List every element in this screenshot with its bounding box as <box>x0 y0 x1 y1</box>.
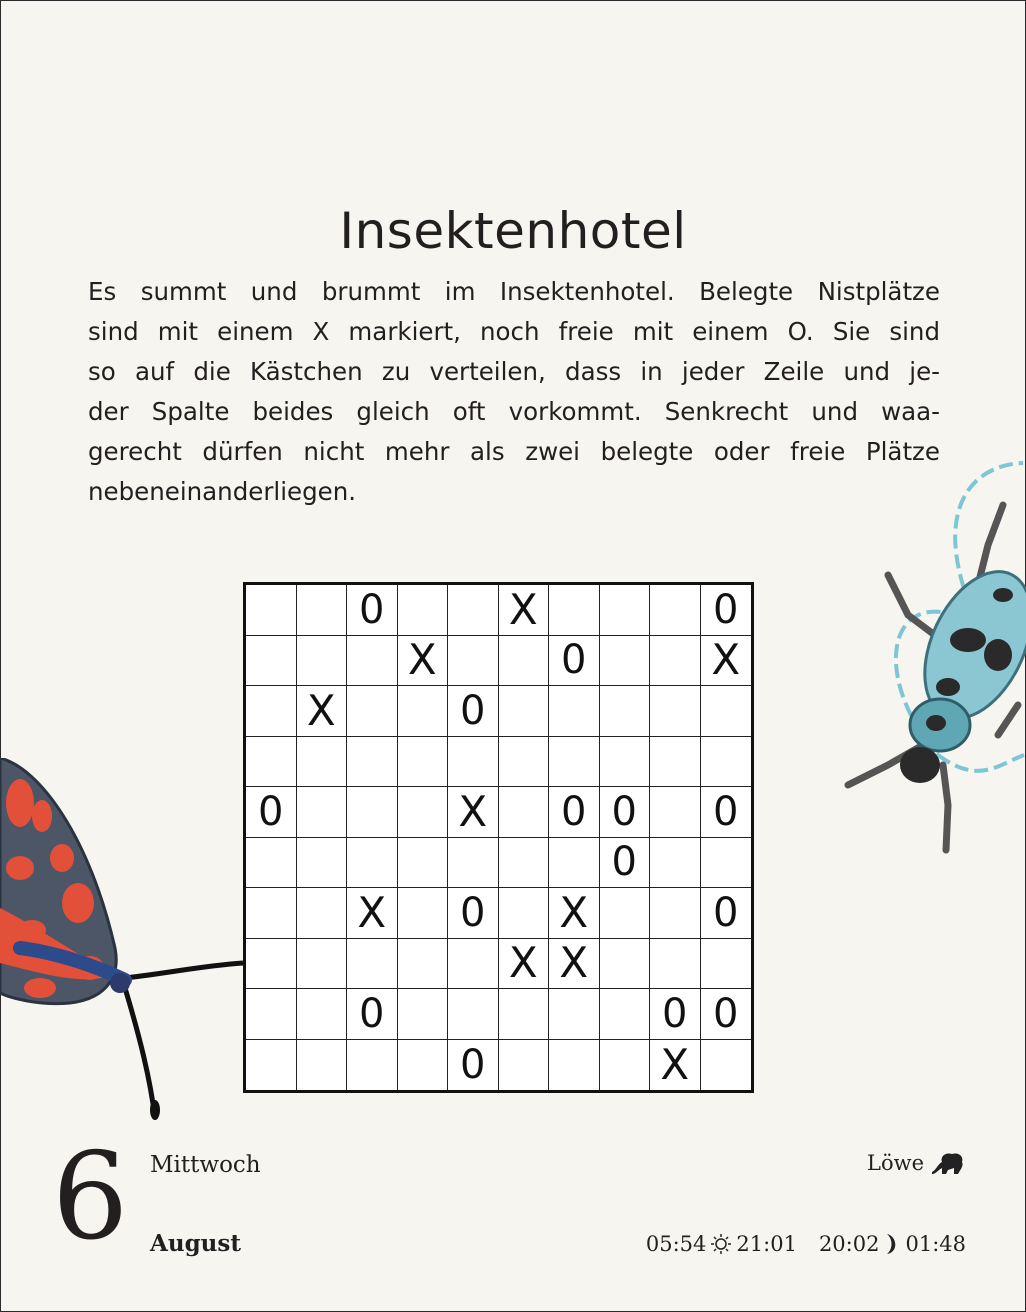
puzzle-cell[interactable] <box>398 989 449 1040</box>
puzzle-cell[interactable] <box>297 838 348 889</box>
puzzle-cell[interactable] <box>650 939 701 990</box>
puzzle-cell[interactable] <box>701 737 752 788</box>
puzzle-cell[interactable] <box>701 838 752 889</box>
puzzle-cell[interactable] <box>650 787 701 838</box>
puzzle-cell[interactable]: X <box>549 939 600 990</box>
puzzle-cell[interactable] <box>549 1040 600 1091</box>
beetle-illustration <box>828 455 1026 865</box>
calendar-weekday: Mittwoch <box>150 1152 261 1178</box>
puzzle-cell[interactable]: 0 <box>701 787 752 838</box>
puzzle-cell[interactable] <box>246 838 297 889</box>
puzzle-cell[interactable] <box>600 888 651 939</box>
puzzle-cell[interactable] <box>650 737 701 788</box>
puzzle-cell[interactable]: 0 <box>701 989 752 1040</box>
puzzle-cell[interactable]: 0 <box>549 787 600 838</box>
puzzle-cell[interactable]: 0 <box>347 989 398 1040</box>
puzzle-cell[interactable] <box>549 686 600 737</box>
puzzle-cell[interactable] <box>398 888 449 939</box>
puzzle-cell[interactable] <box>499 686 550 737</box>
puzzle-cell[interactable] <box>398 585 449 636</box>
puzzle-cell[interactable] <box>297 1040 348 1091</box>
puzzle-cell[interactable]: 0 <box>448 888 499 939</box>
puzzle-cell[interactable] <box>701 1040 752 1091</box>
puzzle-cell[interactable] <box>499 737 550 788</box>
puzzle-cell[interactable] <box>549 838 600 889</box>
puzzle-cell[interactable] <box>347 636 398 687</box>
sunset-time: 21:01 <box>736 1232 797 1256</box>
moth-illustration <box>0 758 245 1123</box>
puzzle-title: Insektenhotel <box>339 201 687 260</box>
zodiac-sign <box>867 1150 966 1176</box>
puzzle-cell[interactable]: X <box>297 686 348 737</box>
puzzle-cell[interactable] <box>701 939 752 990</box>
puzzle-cell[interactable] <box>499 636 550 687</box>
puzzle-cell[interactable] <box>600 737 651 788</box>
puzzle-cell[interactable]: X <box>549 888 600 939</box>
puzzle-cell[interactable] <box>448 989 499 1040</box>
puzzle-cell[interactable] <box>347 1040 398 1091</box>
puzzle-cell[interactable]: X <box>499 939 550 990</box>
puzzle-cell[interactable] <box>246 989 297 1040</box>
puzzle-cell[interactable]: X <box>347 888 398 939</box>
puzzle-cell[interactable] <box>347 686 398 737</box>
puzzle-cell[interactable] <box>650 888 701 939</box>
puzzle-cell[interactable] <box>297 888 348 939</box>
puzzle-cell[interactable] <box>448 838 499 889</box>
puzzle-cell[interactable] <box>499 1040 550 1091</box>
calendar-month: August <box>150 1230 241 1257</box>
puzzle-cell[interactable] <box>650 838 701 889</box>
puzzle-instructions <box>88 272 940 512</box>
puzzle-cell[interactable] <box>600 686 651 737</box>
puzzle-cell[interactable] <box>398 838 449 889</box>
puzzle-grid <box>243 582 754 1093</box>
instruction-line: Es summt und brummt im Insektenhotel. Belegte Nistplätze <box>88 277 940 306</box>
puzzle-cell[interactable]: X <box>398 636 449 687</box>
sun-moon-times <box>646 1232 966 1256</box>
puzzle-cell[interactable] <box>600 585 651 636</box>
puzzle-cell[interactable]: X <box>448 787 499 838</box>
sun-icon <box>710 1233 732 1255</box>
puzzle-cell[interactable] <box>549 737 600 788</box>
puzzle-cell[interactable]: 0 <box>650 989 701 1040</box>
puzzle-cell[interactable] <box>246 636 297 687</box>
puzzle-cell[interactable]: X <box>499 585 550 636</box>
puzzle-cell[interactable] <box>398 1040 449 1091</box>
instruction-line: sind mit einem X markiert, noch freie mit einem O. Sie sind <box>88 317 940 346</box>
puzzle-cell[interactable] <box>600 1040 651 1091</box>
moonrise-time: 20:02 <box>818 1232 880 1256</box>
puzzle-cell[interactable] <box>499 888 550 939</box>
puzzle-cell[interactable] <box>448 585 499 636</box>
puzzle-cell[interactable]: 0 <box>701 888 752 939</box>
instruction-line: so auf die Kästchen zu verteilen, dass in jeder Zeile und je- <box>88 357 940 386</box>
instruction-line: der Spalte beides gleich oft vorkommt. Senkrecht und waa- <box>88 397 940 426</box>
puzzle-cell[interactable] <box>398 737 449 788</box>
instruction-line: gerecht dürfen nicht mehr als zwei belegte oder freie Plätze <box>88 437 940 466</box>
puzzle-cell[interactable] <box>448 737 499 788</box>
puzzle-cell[interactable] <box>448 939 499 990</box>
puzzle-cell[interactable] <box>246 939 297 990</box>
puzzle-cell[interactable]: 0 <box>448 1040 499 1091</box>
puzzle-cell[interactable] <box>600 939 651 990</box>
puzzle-cell[interactable] <box>347 737 398 788</box>
puzzle-cell[interactable] <box>297 737 348 788</box>
zodiac-label: Löwe <box>867 1151 924 1175</box>
puzzle-cell[interactable]: X <box>701 636 752 687</box>
puzzle-cell[interactable] <box>398 686 449 737</box>
puzzle-cell[interactable] <box>549 989 600 1040</box>
puzzle-cell[interactable] <box>701 686 752 737</box>
puzzle-cell[interactable] <box>549 585 600 636</box>
instruction-line: nebeneinanderliegen. <box>88 477 357 506</box>
puzzle-cell[interactable] <box>246 888 297 939</box>
calendar-day-number: 6 <box>52 1128 129 1267</box>
puzzle-cell[interactable] <box>600 989 651 1040</box>
puzzle-cell[interactable] <box>650 686 701 737</box>
puzzle-cell[interactable] <box>297 636 348 687</box>
puzzle-cell[interactable]: X <box>650 1040 701 1091</box>
puzzle-cell[interactable] <box>246 737 297 788</box>
puzzle-cell[interactable]: 0 <box>549 636 600 687</box>
puzzle-cell[interactable] <box>650 636 701 687</box>
puzzle-cell[interactable] <box>297 939 348 990</box>
puzzle-cell[interactable] <box>448 636 499 687</box>
puzzle-cell[interactable]: 0 <box>246 787 297 838</box>
puzzle-cell[interactable] <box>499 838 550 889</box>
lion-icon <box>930 1150 966 1176</box>
puzzle-cell[interactable] <box>347 939 398 990</box>
puzzle-cell[interactable] <box>297 787 348 838</box>
puzzle-cell[interactable]: 0 <box>600 838 651 889</box>
puzzle-cell[interactable] <box>499 989 550 1040</box>
puzzle-cell[interactable] <box>650 585 701 636</box>
puzzle-cell[interactable]: 0 <box>448 686 499 737</box>
puzzle-cell[interactable] <box>246 686 297 737</box>
crescent-moon-icon <box>883 1233 901 1255</box>
puzzle-cell[interactable] <box>398 939 449 990</box>
sunrise-time: 05:54 <box>645 1232 707 1256</box>
puzzle-cell[interactable] <box>297 585 348 636</box>
puzzle-cell[interactable] <box>246 585 297 636</box>
puzzle-cell[interactable]: 0 <box>600 787 651 838</box>
puzzle-cell[interactable] <box>499 787 550 838</box>
moonset-time: 01:48 <box>905 1232 966 1256</box>
puzzle-cell[interactable]: 0 <box>347 585 398 636</box>
puzzle-cell[interactable] <box>297 989 348 1040</box>
puzzle-cell[interactable] <box>347 838 398 889</box>
puzzle-cell[interactable] <box>347 787 398 838</box>
puzzle-cell[interactable] <box>600 636 651 687</box>
puzzle-cell[interactable] <box>246 1040 297 1091</box>
puzzle-cell[interactable] <box>398 787 449 838</box>
puzzle-cell[interactable]: 0 <box>701 585 752 636</box>
